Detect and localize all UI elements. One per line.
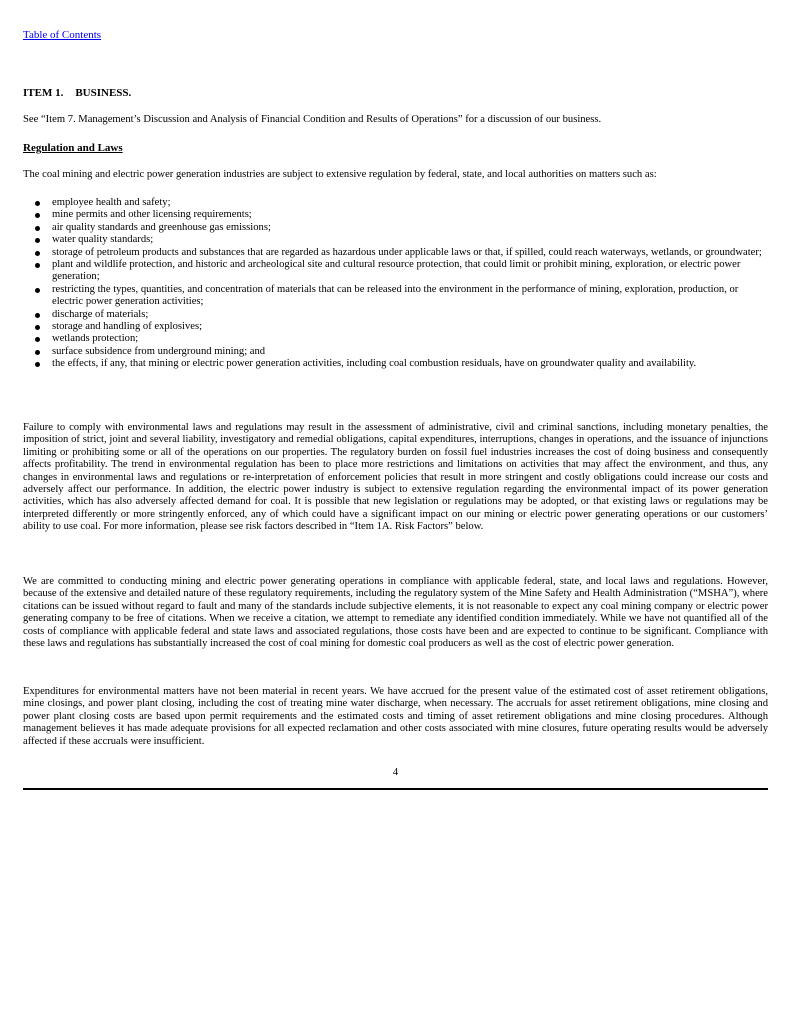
list-item xyxy=(23,247,768,259)
list-item xyxy=(23,284,768,309)
section-heading: Regulation and Laws xyxy=(23,142,123,154)
item-heading xyxy=(23,87,131,99)
page-divider xyxy=(23,788,768,790)
list-item xyxy=(23,333,768,345)
list-item xyxy=(23,321,768,333)
list-item-text: mine permits and other licensing requirements; xyxy=(52,209,252,221)
regulated-matters-list xyxy=(23,197,768,371)
list-item xyxy=(23,222,768,234)
bullet-icon xyxy=(35,288,40,293)
list-item xyxy=(23,358,768,370)
bullet-icon xyxy=(35,350,40,355)
bullet-icon xyxy=(35,325,40,330)
item-title: BUSINESS. xyxy=(75,87,132,99)
bullet-icon xyxy=(35,201,40,206)
bullet-icon xyxy=(35,313,40,318)
list-item-text: surface subsidence from underground mining; and xyxy=(52,345,266,357)
list-item-text: wetlands protection; xyxy=(52,333,139,345)
list-item-text: storage and handling of explosives; xyxy=(52,321,203,333)
environmental-expenditures-paragraph: Expenditures for environmental matters have not been material in recent years. We have accrued for the present value of the estimated cost of asset retirement obligations, mine closings, and power plant closing, including the cost of treating mine water discharge, when necessary. The accruals for asset retirement obligations, mine closing and power plant closing costs are based upon permit requirements and the estimated costs and timing of asset retirement obligations and mine closing procedures. Although management believes it has made adequate provisions for all expected reclamation and other costs associated with mine closures, future operating results would be adversely affected if these accruals were insufficient. xyxy=(23,686,768,747)
list-item xyxy=(23,234,768,246)
list-item-text: discharge of materials; xyxy=(52,308,149,320)
bullet-icon xyxy=(35,238,40,243)
list-item-text: the effects, if any, that mining or electric power generation activities, including coal combustion residuals, have on groundwater quality and availability. xyxy=(52,358,697,370)
intro-paragraph: The coal mining and electric power generation industries are subject to extensive regulation by federal, state, and local authorities on matters such as: xyxy=(23,169,657,180)
compliance-commitment-paragraph: We are committed to conducting mining and electric power generating operations in compliance with applicable federal, state, and local laws and regulations. However, because of the extensive and detailed nature of these regulatory requirements, including the regulatory system of the Mine Safety and Health Administration (“MSHA”), where citations can be issued without regard to fault and many of the standards include subjective elements, it is not reasonable to expect any coal mining company or electric power generating company to be free of citations. When we receive a citation, we attempt to remediate any identified condition immediately. While we have not quantified all of the costs of compliance with applicable federal and state laws and associated regulations, those costs have been and are expected to continue to be significant. Compliance with these laws and regulations has substantially increased the cost of coal mining for domestic coal producers as well as the cost of electric power generation. xyxy=(23,576,768,650)
list-item-text: water quality standards; xyxy=(52,234,154,246)
table-of-contents-link[interactable]: Table of Contents xyxy=(23,29,102,41)
list-item xyxy=(23,209,768,221)
see-reference-paragraph: See “Item 7. Management’s Discussion and Analysis of Financial Condition and Results of Operations” for a discussion of our business. xyxy=(23,114,602,125)
bullet-icon xyxy=(35,251,40,256)
list-item-text: employee health and safety; xyxy=(52,197,171,208)
page-number: 4 xyxy=(392,767,399,778)
list-item xyxy=(23,197,768,209)
list-item xyxy=(23,346,768,358)
bullet-icon xyxy=(35,263,40,268)
bullet-icon xyxy=(35,226,40,231)
list-item-text: storage of petroleum products and substances that are regarded as hazardous under applicable laws or that, if spilled, could reach waterways, wetlands, or groundwater; xyxy=(52,246,762,258)
compliance-failure-paragraph: Failure to comply with environmental laws and regulations may result in the assessment of administrative, civil and criminal sanctions, including monetary penalties, the imposition of strict, joint and several liability, investigatory and remedial obligations, capital expenditures, interruptions, changes in operations, and the issuance of injunctions limiting or prohibiting some or all of the operations on our properties. The regulatory burden on fossil fuel industries increases the cost of doing business and consequently affects profitability. The trend in environmental regulation has been to place more restrictions and limitations on activities that may affect the environment, and thus, any changes in environmental laws and regulations or re-interpretation of enforcement policies that result in more stringent and costly obligations could increase our costs and adversely affect our performance. In addition, the electric power industry is subject to extensive regulation regarding the environmental impact of its power generation activities, which has also adversely affected demand for coal. It is possible that new legislation or regulations may be adopted, or that existing laws or regulations may be interpreted differently or more stringently enforced, any of which could have a significant impact on our mining or electric power generating operations or our customers’ ability to use coal. For more information, please see risk factors described in “Item 1A. Risk Factors” below. xyxy=(23,422,768,533)
list-item xyxy=(23,309,768,321)
list-item-text: plant and wildlife protection, and historic and archeological site and cultural resource protection, that could limit or prohibit mining, exploration, or electric power generation; xyxy=(52,259,741,283)
list-item xyxy=(23,259,768,284)
bullet-icon xyxy=(35,362,40,367)
bullet-icon xyxy=(35,213,40,218)
list-item-text: air quality standards and greenhouse gas emissions; xyxy=(52,221,271,233)
item-number: ITEM 1. xyxy=(23,87,64,99)
list-item-text: restricting the types, quantities, and concentration of materials that can be released into the environment in the performance of mining, exploration, production, or electric power generation activities; xyxy=(52,283,739,308)
bullet-icon xyxy=(35,337,40,342)
